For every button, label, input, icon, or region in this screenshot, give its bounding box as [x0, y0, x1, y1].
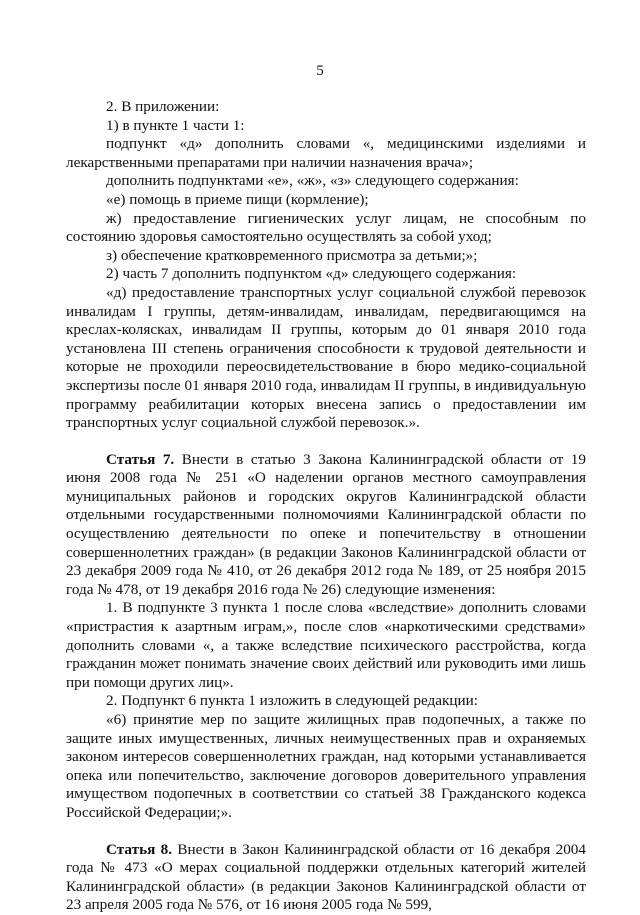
article-7-intro-text: Внести в статью 3 Закона Калининградской области от 19 июня 2008 года № 251 «О наделении органов местного самоуправления муниципальных районов и городских округов Калининградской области отдельными государственными полномочиями Калининградской области по осуществлению деятельности по опеке и попечительству в отношении совершеннолетних граждан» (в редакции Законов Калининградской области от 23 декабря 2009 года № 410, от 26 декабря 2012 года № 189, от 25 ноября 2015 года № 478, от 19 декабря 2016 года № 26) следующие изменения: — [66, 450, 586, 598]
article-8-intro-text: Внести в Закон Калининградской области от 16 декабря 2004 года № 473 «О мерах социальной поддержки отдельных категорий жителей Калининградской области» (в редакции Законов Калининградской области от 23 апреля 2005 года № 576, от 16 июня 2005 года № 599, — [66, 840, 586, 914]
appendix-subitem-d2: «д) предоставление транспортных услуг социальной службой перевозок инвалидам I группы, детям-инвалидам, инвалидам, передвигающимся на креслах-колясках, инвалидам II группы, которым до 01 января 2010 года установлена III степень ограничения способности к трудовой деятельности и которые не проходили переосвидетельствование в бюро медико-социальной экспертизы после 01 января 2010 года, инвалидам II группы, в индивидуальную программу реабилитации которых внесена запись о предоставлении им транспортных услуг социальной службой перевозок.». — [66, 283, 586, 432]
article-7-label: Статья 7. — [106, 450, 175, 468]
appendix-subitem-z: з) обеспечение кратковременного присмотра за детьми;»; — [106, 246, 478, 264]
appendix-heading: 2. В приложении: — [106, 98, 220, 115]
article-7-item-2: 2. Подпункт 6 пункта 1 изложить в следующей редакции: — [106, 692, 479, 710]
article-7-subitem-6: «6) принятие мер по защите жилищных прав подопечных, а также по защите иных имущественных, личных неимущественных прав и охраняемых законом интересов совершеннолетних граждан, над которыми устанавливается опека или попечительство, заключение договоров доверительного управления имуществом подопечных в соответствии со статьей 38 Гражданского кодекса Российской Федерации;». — [66, 711, 586, 821]
document-body — [66, 98, 586, 915]
appendix-item-2: 2) часть 7 дополнить подпунктом «д» следующего содержания: — [106, 265, 517, 283]
page-number: 5 — [316, 63, 324, 79]
appendix-subitem-d: подпункт «д» дополнить словами «, медицинскими изделиями и лекарственными препаратами при наличии назначения врача»; — [66, 135, 586, 171]
article-8-label: Статья 8. — [106, 840, 173, 858]
appendix-subitem-zh: ж) предоставление гигиенических услуг лицам, не способным по состоянию здоровья самостоятельно осуществлять за собой уход; — [66, 209, 586, 246]
appendix-add-subitems: дополнить подпунктами «е», «ж», «з» следующего содержания: — [106, 172, 519, 190]
article-8-intro — [66, 841, 586, 915]
article-7-item-1: 1. В подпункте 3 пункта 1 после слова «вследствие» дополнить словами «пристрастия к азартным играм,», после слов «наркотическими средствами» дополнить словами «, а также вследствие психического расстройства, когда гражданин может понимать значение своих действий или руководить ими лишь при помощи других лиц». — [66, 599, 586, 691]
appendix-subitem-e: «е) помощь в приеме пищи (кормление); — [106, 190, 369, 208]
appendix-item-1: 1) в пункте 1 части 1: — [106, 116, 245, 134]
article-7-intro — [66, 451, 586, 600]
